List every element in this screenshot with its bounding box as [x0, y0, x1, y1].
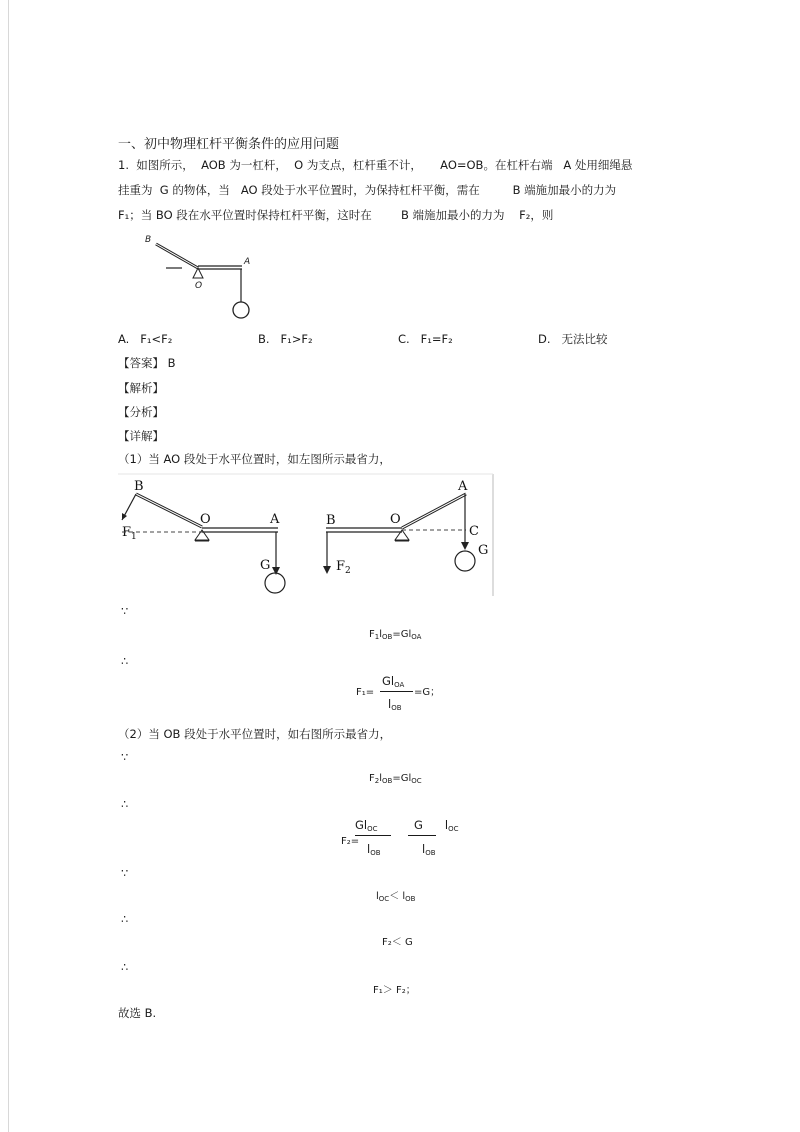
equation-5	[376, 890, 415, 906]
because-2: ∵	[121, 750, 129, 764]
right-label-a: A	[458, 479, 468, 494]
label-a: A	[244, 257, 251, 267]
question-line-2: 挂重为 G 的物体，当 AO 段处于水平位置时，为保持杠杆平衡，需在 B 端施加最小的力为	[118, 183, 617, 197]
lever-comparison-figure	[118, 472, 496, 598]
eq4-den2: l	[422, 842, 426, 856]
eq2-denominator	[388, 697, 402, 715]
option-b-letter: B.	[258, 332, 270, 346]
option-c-text: F₁=F₂	[420, 332, 453, 346]
eq2-fraction-bar	[380, 691, 413, 692]
eq3-l2-sub: OC	[411, 777, 422, 785]
eq2-den: l	[388, 697, 392, 711]
eq1-f: F	[369, 629, 375, 640]
option-a[interactable]	[118, 332, 172, 346]
option-d-letter: D.	[538, 332, 551, 346]
eq2-den-sub: OB	[391, 704, 402, 712]
eq3-l: l	[379, 773, 383, 784]
equation-7: F₁＞ F₂；	[373, 985, 416, 996]
equation-6: F₂＜ G	[382, 937, 413, 948]
eq3-f: F	[369, 773, 375, 784]
right-label-g: G	[478, 543, 489, 558]
eq4-denominator-2	[422, 842, 436, 860]
right-label-c: C	[469, 524, 479, 539]
right-label-o: O	[390, 512, 401, 527]
left-label-a: A	[270, 512, 280, 527]
right-label-f-letter: F	[336, 559, 346, 574]
eq4-num2b: l	[444, 818, 449, 832]
eq5-l2-sub: OB	[405, 895, 416, 903]
eq1-l-sub: OB	[382, 633, 393, 641]
option-b[interactable]	[258, 332, 313, 346]
equation-3	[369, 772, 422, 788]
question-line-3: F₁；当 BO 段在水平位置时保持杠杆平衡，这时在 B 端施加最小的力为 F₂，则	[118, 208, 554, 222]
label-b: B	[145, 235, 152, 245]
eq4-denominator-1	[367, 842, 381, 860]
option-d[interactable]	[538, 332, 607, 346]
analysis-label: 【解析】	[118, 381, 164, 395]
step1-text: （1）当 AO 段处于水平位置时，如左图所示最省力，	[118, 452, 391, 466]
eq2-num-sub: OA	[394, 681, 405, 689]
fenxi-label: 【分析】	[118, 405, 164, 419]
eq5-l2: l	[402, 891, 406, 902]
eq4-num1-sub: OC	[367, 825, 378, 833]
label-o: O	[195, 281, 203, 291]
equation-1	[369, 628, 421, 644]
eq5-op: ＜	[389, 891, 403, 902]
eq4-den2-sub: OB	[425, 849, 436, 857]
eq1-eq: =G	[392, 629, 409, 640]
eq3-l-sub: OB	[382, 777, 393, 785]
eq4-num1: Gl	[355, 818, 368, 832]
therefore-1: ∴	[121, 654, 129, 668]
eq4-num2b-sub: OC	[448, 825, 459, 833]
eq2-lhs: F₁=	[356, 687, 375, 698]
option-a-text: F₁<F₂	[140, 332, 173, 346]
right-label-f-sub: 2	[345, 566, 351, 576]
left-label-b: B	[134, 479, 144, 494]
because-3: ∵	[121, 866, 129, 880]
detail-label: 【详解】	[118, 429, 164, 443]
eq2-num: Gl	[382, 674, 395, 688]
eq1-l: l	[379, 629, 383, 640]
eq1-f-sub: 1	[374, 633, 380, 641]
eq5-l1-sub: OC	[378, 895, 390, 903]
eq1-l2: l	[408, 629, 412, 640]
question-line-1: 1. 如图所示， AOB 为一杠杆， O 为支点，杠杆重不计， AO=OB。在杠杆右端 A 处用细绳悬	[118, 158, 633, 172]
eq4-fraction-bar-2	[408, 835, 436, 836]
left-label-f-sub: 1	[131, 532, 137, 542]
page-edge	[8, 0, 9, 1132]
left-label-g: G	[260, 558, 271, 573]
therefore-4: ∴	[121, 960, 129, 974]
right-label-f	[336, 559, 351, 576]
because-1: ∵	[121, 604, 129, 618]
option-d-text: 无法比较	[561, 332, 608, 346]
step2-text: （2）当 OB 段处于水平位置时，如右图所示最省力，	[118, 727, 392, 741]
eq4-numerator-2	[414, 818, 458, 836]
therefore-3: ∴	[121, 912, 129, 926]
eq4-den1: l	[367, 842, 371, 856]
answer-label: 【答案】 B	[118, 356, 176, 370]
eq1-l2-sub: OA	[411, 633, 422, 641]
section-title: 一、初中物理杠杆平衡条件的应用问题	[118, 137, 340, 152]
eq5-l1: l	[376, 891, 379, 902]
conclusion: 故选 B.	[118, 1006, 157, 1020]
option-a-letter: A.	[118, 332, 130, 346]
eq4-den1-sub: OB	[370, 849, 381, 857]
eq3-eq: =G	[392, 773, 409, 784]
eq4-num2: G	[414, 818, 423, 832]
eq2-rhs: =G；	[414, 687, 441, 698]
left-label-o: O	[200, 512, 211, 527]
lever-figure	[140, 230, 260, 325]
left-label-f-letter: F	[122, 525, 132, 540]
option-c[interactable]	[398, 332, 453, 346]
right-label-b: B	[326, 513, 336, 528]
option-c-letter: C.	[398, 332, 410, 346]
eq4-numerator-1	[355, 818, 378, 836]
eq4-fraction-bar-1	[355, 835, 391, 836]
eq3-f-sub: 2	[374, 777, 380, 785]
option-b-text: F₁>F₂	[280, 332, 313, 346]
eq3-l2: l	[408, 773, 412, 784]
eq2-numerator	[382, 674, 404, 692]
left-label-f	[122, 525, 137, 542]
therefore-2: ∴	[121, 797, 129, 811]
eq4-lhs: F₂=	[341, 836, 360, 847]
